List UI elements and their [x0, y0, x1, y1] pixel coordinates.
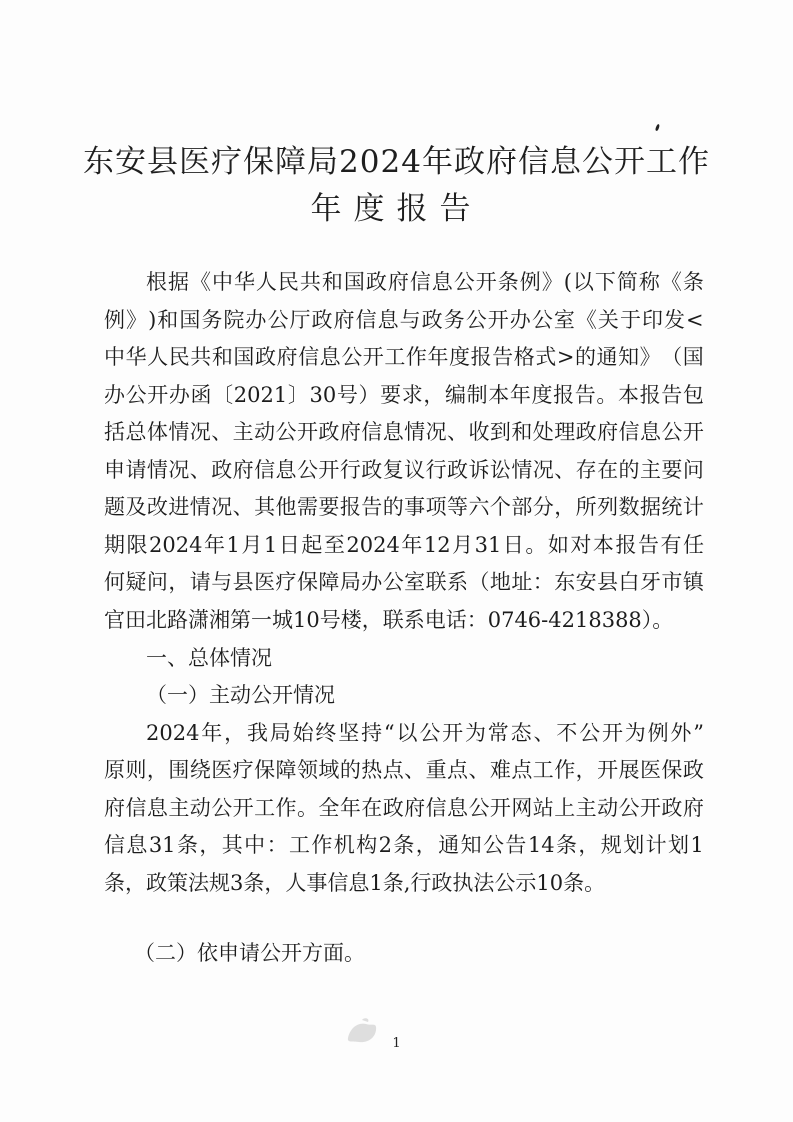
paragraph-line: 信 息 31 条 ， 其 中 ： 工 作 机 构 2 条 ， 通 知 公 告 14 条 ， 规 划 计 划 1 — [104, 833, 704, 857]
paragraph-line: 2024 年 ， 我 局 始 终 坚 持 “ 以 公 开 为 常 态 、 不 公 开 为 例 外 ” — [146, 721, 704, 745]
paragraph-line: 括 总 体 情 况 、 主 动 公 开 政 府 信 息 情 况 、 收 到 和 处 理 政 府 信 息 公 开 — [104, 420, 704, 444]
paragraph-line: 例 》 ) 和 国 务 院 办 公 厅 政 府 信 息 与 政 务 公 开 办 公 室 《 关 于 印 发 < — [104, 308, 704, 332]
subsection-heading: （一）主动公开情况 — [146, 683, 335, 707]
ink-speck — [655, 124, 660, 132]
paragraph-line: 根 据 《 中 华 人 民 共 和 国 政 府 信 息 公 开 条 例 》 ( 以 下 简 称 《 条 — [146, 270, 704, 294]
paragraph-line: 办 公 开 办 函 〔 2021 〕 30 号 ） 要 求 ， 编 制 本 年 度 报 告 。 本 报 告 包 — [104, 383, 704, 407]
paragraph-line: 何 疑 问 ， 请 与 县 医 疗 保 障 局 办 公 室 联 系 （ 地 址 ： 东 安 县 白 牙 市 镇 — [104, 570, 704, 594]
paragraph-line: 期 限 2024 年 1 月 1 日 起 至 2024 年 12 月 31 日 。 如 对 本 报 告 有 任 — [104, 533, 704, 557]
paragraph-line: 官田北路潇湘第一城10号楼，联系电话：0746-4218388）。 — [104, 608, 674, 632]
page-number: 1 — [392, 1036, 401, 1051]
paragraph-line: 条，政策法规3条，人事信息1条,行政执法公示10条。 — [104, 871, 606, 895]
paragraph-line: 原 则 ， 围 绕 医 疗 保 障 领 域 的 热 点 、 重 点 、 难 点 工 作 ， 开 展 医 保 政 — [104, 758, 704, 782]
section-heading: 一、总体情况 — [146, 646, 272, 670]
document-title-line-2: 年度报告 — [310, 191, 483, 227]
paragraph-line: 中 华 人 民 共 和 国 政 府 信 息 公 开 工 作 年 度 报 告 格 式 > 的 通 知 》 （ 国 — [104, 345, 704, 369]
paragraph-line: 府 信 息 主 动 公 开 工 作 。 全 年 在 政 府 信 息 公 开 网 站 上 主 动 公 开 政 府 — [104, 796, 704, 820]
paragraph-line: 题 及 改 进 情 况 、 其 他 需 要 报 告 的 事 项 等 六 个 部 分 ， 所 列 数 据 统 计 — [104, 495, 704, 519]
document-title-line-1: 东安县医疗保障局2024年政府信息公开工作 — [83, 144, 710, 180]
subsection-heading: （二）依申请公开方面。 — [134, 941, 365, 965]
paragraph-line: 申 请 情 况 、 政 府 信 息 公 开 行 政 复 议 行 政 诉 讼 情 况 、 存 在 的 主 要 问 — [104, 458, 704, 482]
